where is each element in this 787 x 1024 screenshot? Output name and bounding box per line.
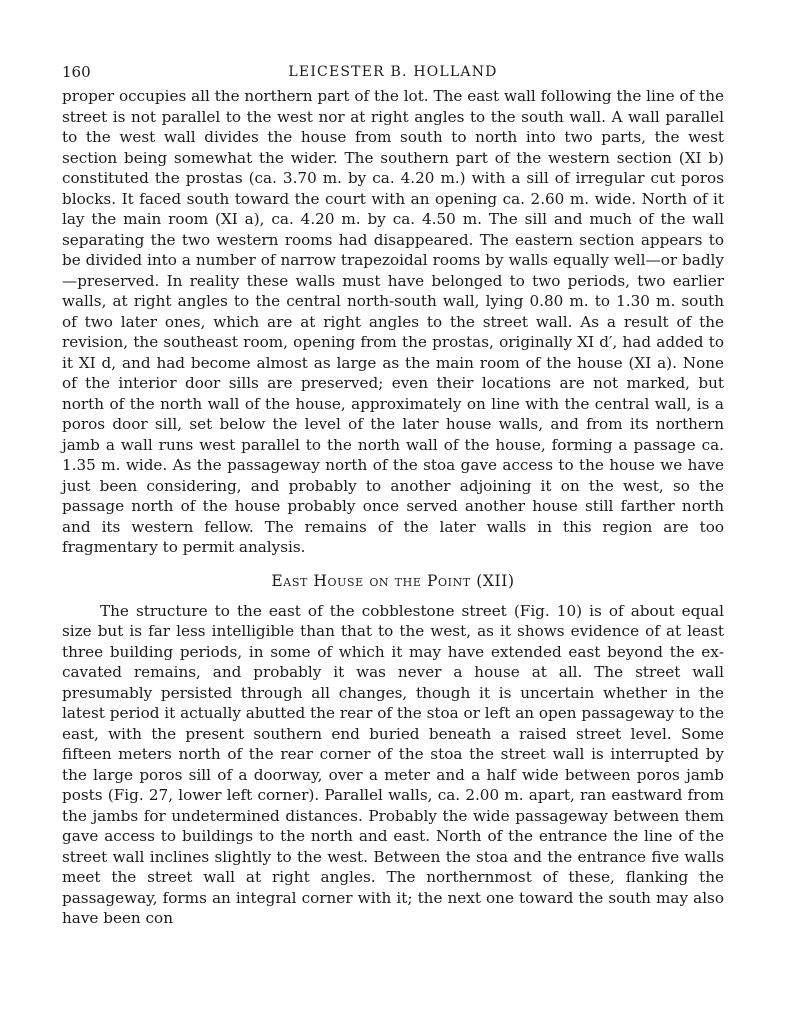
section-heading: East House on the Point (XII) <box>271 571 515 590</box>
running-title: LEICESTER B. HOLLAND <box>288 64 498 80</box>
body-paragraph: The structure to the east of the cobblestone street (Fig. 10) is of about equal size but is far less intelligible than that to the west, as it shows evidence of at least three building periods, in some of which it may have extended east beyond the excavated remains, and probably it was never a house at all. The street wall presumably persisted through all changes, though it is uncertain whether in the latest period it actually abutted the rear of the stoa or left an open passageway to the east, with the present southern end buried beneath a raised street level. Some fifteen meters north of the rear corner of the stoa the street wall is interrupted by the large poros sill of a doorway, over a meter and a half wide between poros jamb posts (Fig. 27, lower left corner). Parallel walls, ca. 2.00 m. apart, ran eastward from the jambs for undetermined distances. Probably the wide passageway between them gave access to buildings to the north and east. North of the entrance the line of the street wall inclines slightly to the west. Between the stoa and the entrance five walls meet the street wall at right angles. The northernmost of these, flanking the passageway, forms an integral corner with it; the next one toward the south may also have been con <box>62 601 724 927</box>
body-paragraph: proper occupies all the northern part of the lot. The east wall following the line of the street is not parallel to the west nor at right angles to the south wall. A wall parallel to the west wall divides the house from south to north into two parts, the west section being somewhat the wider. The southern part of the western section (XI b) constituted the prostas (ca. 3.70 m. by ca. 4.20 m.) with a sill of irregular cut poros blocks. It faced south toward the court with an opening ca. 2.60 m. wide. North of it lay the main room (XI a), ca. 4.20 m. by ca. 4.50 m. The sill and much of the wall separating the two western rooms had disappeared. The eastern section appears to be divided into a number of narrow trapezoidal rooms by walls equally well—or badly—preserved. In reality these walls must have belonged to two periods, two earlier walls, at right angles to the central north-south wall, lying 0.80 m. to 1.30 m. south of two later ones, which are at right angles to the street wall. As a result of the revision, the southeast room, opening from the prostas, originally XI d′, had added to it XI d, and had become almost as large as the main room of the house (XI a). None of the interior door sills are preserved; even their locations are not marked, but north of the north wall of the house, approximately on line with the central wall, is a poros door sill, set below the level of the later house walls, and from its northern jamb a wall runs west parallel to the north wall of the house, forming a passage ca. 1.35 m. wide. As the passageway north of the stoa gave access to the house we have just been considering, and probably to another adjoining it on the west, so the passage north of the house probably once served another house still farther north and its western fellow. The remains of the later walls in this region are too fragmentary to permit analysis. <box>62 87 724 556</box>
page-number: 160 <box>62 63 91 81</box>
running-header <box>62 58 724 86</box>
document-page <box>62 58 724 929</box>
